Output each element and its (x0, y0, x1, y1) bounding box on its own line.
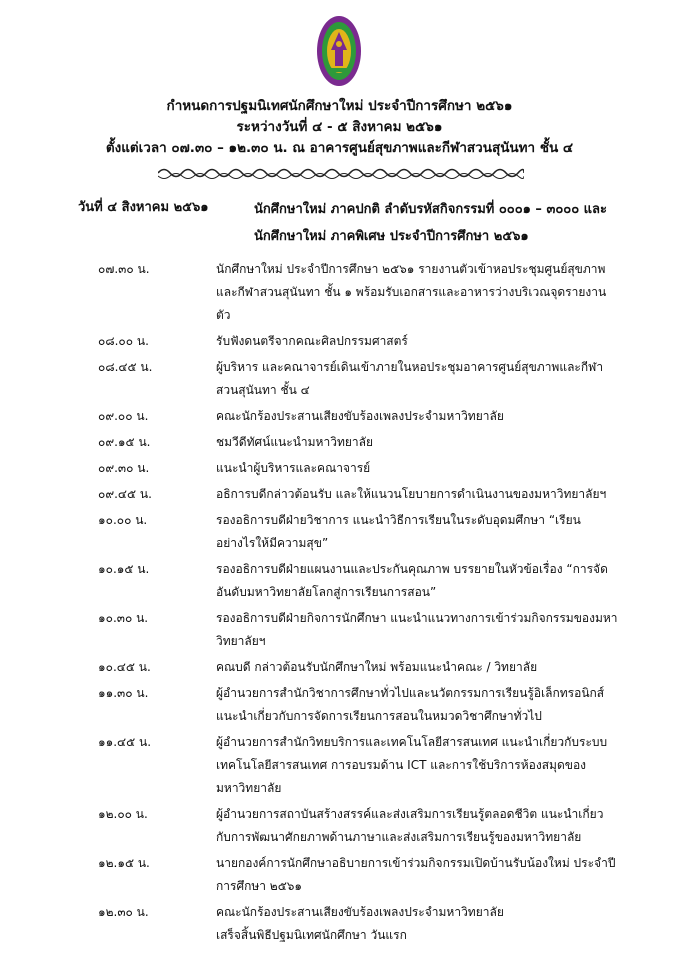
schedule-time: ๑๑.๓๐ น. (98, 686, 149, 700)
schedule-activity: รองอธิการบดีฝ่ายกิจการนักศึกษา แนะนำแนวทางการเข้าร่วมกิจกรรมของมหาวิทยาลัยฯ (216, 611, 618, 648)
schedule-time: ๑๐.๔๕ น. (98, 660, 151, 674)
schedule-activity: ผู้บริหาร และคณาจารย์เดินเข้าภายในหอประชุมอาคารศูนย์สุขภาพและกีฬาสวนสุนันทา ชั้น ๔ (216, 360, 604, 397)
schedule-row (98, 682, 618, 728)
schedule-row (98, 330, 618, 353)
closing-note: เสร็จสิ้นพิธีปฐมนิเทศนักศึกษา วันแรก (216, 928, 407, 942)
schedule-time: ๐๙.๔๕ น. (98, 487, 152, 501)
schedule-activity: ผู้อำนวยการสถาบันสร้างสรรค์และส่งเสริมการเรียนรู้ตลอดชีวิต แนะนำเกี่ยวกับการพัฒนาศักยภาพด้านภาษาและส่งเสริมการเรียนรู้ของมหาวิทยาลัย (216, 807, 604, 844)
schedule-activity: รองอธิการบดีฝ่ายวิชาการ แนะนำวิธีการเรียนในระดับอุดมศึกษา “เรียนอย่างไรให้มีความสุข” (216, 513, 581, 550)
day-date: วันที่ ๔ สิงหาคม ๒๕๖๑ (78, 200, 209, 215)
schedule-time: ๑๐.๓๐ น. (98, 611, 149, 625)
schedule-row (98, 356, 618, 402)
schedule-time: ๐๘.๐๐ น. (98, 334, 149, 348)
schedule-activity: นายกองค์การนักศึกษาอธิบายการเข้าร่วมกิจกรรมเปิดบ้านรับน้องใหม่ ประจำปีการศึกษา ๒๕๖๑ (216, 856, 616, 893)
schedule-row (98, 731, 618, 800)
schedule-time: ๑๐.๑๕ น. (98, 562, 150, 576)
schedule-activity: คณะนักร้องประสานเสียงขับร้องเพลงประจำมหาวิทยาลัย (216, 905, 504, 919)
schedule-time: ๑๑.๔๕ น. (98, 735, 152, 749)
schedule-row (98, 558, 618, 604)
ornamental-divider (158, 166, 524, 180)
schedule-row (98, 457, 618, 480)
schedule-time: ๐๗.๓๐ น. (98, 262, 150, 276)
schedule-row (98, 483, 618, 506)
schedule-activity: คณะนักร้องประสานเสียงขับร้องเพลงประจำมหาวิทยาลัย (216, 409, 504, 423)
schedule-activity: รองอธิการบดีฝ่ายแผนงานและประกันคุณภาพ บรรยายในหัวข้อเรื่อง “การจัดอันดับมหาวิทยาลัยโลกสู่การเรียนการสอน” (216, 562, 608, 599)
schedule-activity: ผู้อำนวยการสำนักวิทยบริการและเทคโนโลยีสารสนเทศ แนะนำเกี่ยวกับระบบเทคโนโลยีสารสนเทศ การอบรมด้าน ICT และการใช้บริการห้องสมุดของมหาวิทยาลัย (216, 735, 608, 795)
schedule-row (98, 901, 618, 924)
schedule-time: ๐๙.๑๕ น. (98, 435, 151, 449)
schedule-activity: นักศึกษาใหม่ ประจำปีการศึกษา ๒๕๖๑ รายงานตัวเข้าหอประชุมศูนย์สุขภาพและกีฬาสวนสุนันทา ชั้น ๑ พร้อมรับเอกสารและอาหารว่างบริเวณจุดรายงานตัว (216, 262, 607, 322)
schedule-time: ๐๙.๐๐ น. (98, 409, 149, 423)
schedule-activity: อธิการบดีกล่าวต้อนรับ และให้แนวนโยบายการดำเนินงานของมหาวิทยาลัยฯ (216, 487, 607, 501)
schedule-time: ๐๘.๔๕ น. (98, 360, 153, 374)
schedule-row (98, 803, 618, 849)
schedule-row (98, 852, 618, 898)
header-title: กำหนดการปฐมนิเทศนักศึกษาใหม่ ประจำปีการศึกษา ๒๕๖๑ (166, 98, 513, 114)
document-header (0, 96, 679, 159)
schedule-row (98, 431, 618, 454)
schedule-activity: รับฟังดนตรีจากคณะศิลปกรรมศาสตร์ (216, 334, 408, 348)
schedule-list (98, 258, 618, 947)
schedule-activity: ชมวีดีทัศน์แนะนำมหาวิทยาลัย (216, 435, 374, 449)
schedule-time: ๑๒.๐๐ น. (98, 807, 148, 821)
schedule-row (98, 656, 618, 679)
schedule-time: ๑๐.๐๐ น. (98, 513, 148, 527)
schedule-row (98, 607, 618, 653)
schedule-time: ๑๒.๑๕ น. (98, 856, 150, 870)
schedule-row (98, 405, 618, 428)
schedule-row (98, 509, 618, 555)
schedule-activity: คณบดี กล่าวต้อนรับนักศึกษาใหม่ พร้อมแนะนำคณะ / วิทยาลัย (216, 660, 538, 674)
schedule-time: ๑๒.๓๐ น. (98, 905, 149, 919)
schedule-activity: แนะนำผู้บริหารและคณาจารย์ (216, 461, 371, 475)
header-dates: ระหว่างวันที่ ๔ - ๕ สิงหาคม ๒๕๖๑ (236, 119, 443, 135)
header-time-venue: ตั้งแต่เวลา ๐๗.๓๐ – ๑๒.๓๐ น. ณ อาคารศูนย์สุขภาพและกีฬาสวนสุนันทา ชั้น ๔ (105, 140, 574, 156)
university-logo (316, 14, 362, 88)
schedule-row (98, 258, 618, 327)
day-participants: นักศึกษาใหม่ ภาคปกติ ลำดับรหัสกิจกรรมที่ ๐๐๐๑ – ๓๐๐๐ และนักศึกษาใหม่ ภาคพิเศษ ประจำปีการศึกษา ๒๕๖๑ (254, 202, 608, 244)
schedule-time: ๐๙.๓๐ น. (98, 461, 150, 475)
schedule-activity: ผู้อำนวยการสำนักวิชาการศึกษาทั่วไปและนวัตกรรมการเรียนรู้อิเล็กทรอนิกส์ แนะนำเกี่ยวกับการจัดการเรียนการสอนในหมวดวิชาศึกษาทั่วไป (216, 686, 605, 723)
